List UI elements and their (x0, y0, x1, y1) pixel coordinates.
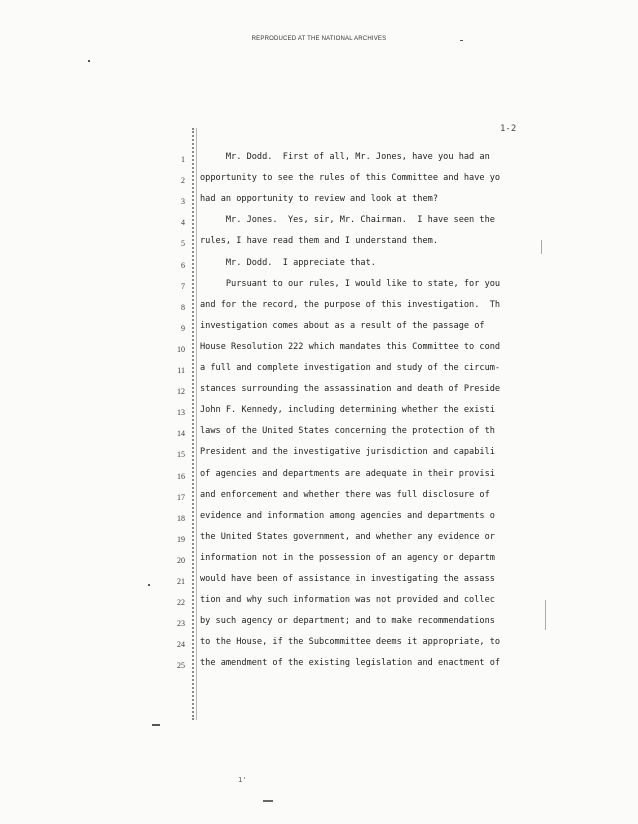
transcript-line: opportunity to see the rules of this Committee and have yo (200, 173, 501, 184)
transcript-line: House Resolution 222 which mandates this Committee to cond (200, 341, 501, 352)
transcript-line: and enforcement and whether there was full disclosure of (200, 489, 490, 500)
transcript-line: investigation comes about as a result of the passage of (200, 320, 485, 331)
line-number: 3 (181, 197, 185, 207)
transcript-line: the amendment of the existing legislation and enactment of (200, 658, 501, 669)
archives-header: REPRODUCED AT THE NATIONAL ARCHIVES (251, 36, 387, 42)
scan-speck (148, 584, 150, 586)
transcript-line: a full and complete investigation and study of the circum- (200, 363, 501, 373)
line-number: 14 (177, 429, 185, 439)
bottom-scan-mark (263, 800, 273, 802)
line-number: 22 (177, 598, 185, 608)
line-number: 8 (181, 302, 185, 312)
transcript-line: evidence and information among agencies and departments o (200, 510, 495, 521)
scan-speck (88, 60, 90, 62)
line-number: 10 (177, 344, 185, 354)
scan-speck (460, 40, 463, 41)
line-number: 21 (177, 577, 185, 586)
line-number: 24 (177, 640, 185, 650)
transcript-line: John F. Kennedy, including determining whether the existi (200, 405, 495, 416)
line-number: 16 (177, 471, 185, 481)
transcript-line: information not in the possession of an agency or departm (200, 552, 495, 563)
line-number: 13 (177, 408, 185, 418)
transcript-line: laws of the United States concerning the protection of th (200, 426, 495, 437)
line-number: 20 (177, 555, 185, 565)
footer-mark: 1' (238, 776, 247, 784)
line-number: 6 (181, 260, 185, 270)
transcript-line: had an opportunity to review and look at them? (200, 194, 438, 205)
transcript-line: of agencies and departments are adequate in their provisi (200, 468, 495, 479)
line-number: 11 (177, 366, 185, 375)
line-number: 18 (177, 513, 185, 523)
line-number: 9 (181, 323, 185, 333)
page-number: 1-2 (500, 124, 517, 134)
transcript-line: by such agency or department; and to make recommendations (200, 616, 495, 627)
line-number: 25 (177, 661, 185, 671)
transcript-line: President and the investigative jurisdiction and capabili (200, 447, 495, 458)
line-number: 4 (181, 218, 185, 228)
transcript-line: tion and why such information was not provided and collec (200, 595, 495, 606)
line-number: 2 (181, 176, 185, 186)
transcript-line: Mr. Dodd. I appreciate that. (200, 257, 376, 268)
transcript-line: Mr. Jones. Yes, sir, Mr. Chairman. I have seen the (200, 215, 495, 226)
line-number: 5 (181, 239, 185, 249)
transcript-line: and for the record, the purpose of this investigation. Th (200, 299, 501, 310)
line-number: 23 (177, 619, 185, 629)
margin-rule-inner (196, 128, 197, 720)
transcript-line: to the House, if the Subcommittee deems it appropriate, to (200, 637, 501, 648)
line-number: 19 (177, 534, 185, 544)
line-number: 12 (177, 387, 185, 397)
line-number: 15 (177, 450, 185, 460)
left-scan-mark (152, 724, 160, 726)
line-number: 17 (177, 492, 185, 502)
transcript-line: rules, I have read them and I understand them. (200, 236, 438, 247)
scan-speck (541, 240, 542, 254)
line-number: 7 (181, 281, 185, 291)
transcript-line: Mr. Dodd. First of all, Mr. Jones, have you had an (200, 152, 490, 162)
transcript-line: the United States government, and whether any evidence or (200, 531, 495, 542)
transcript-line: would have been of assistance in investigating the assass (200, 574, 495, 584)
transcript-line: stances surrounding the assassination and death of Preside (200, 384, 501, 395)
line-number: 1 (181, 155, 185, 164)
transcript-line: Pursuant to our rules, I would like to state, for you (200, 278, 501, 289)
scan-speck (545, 600, 546, 630)
